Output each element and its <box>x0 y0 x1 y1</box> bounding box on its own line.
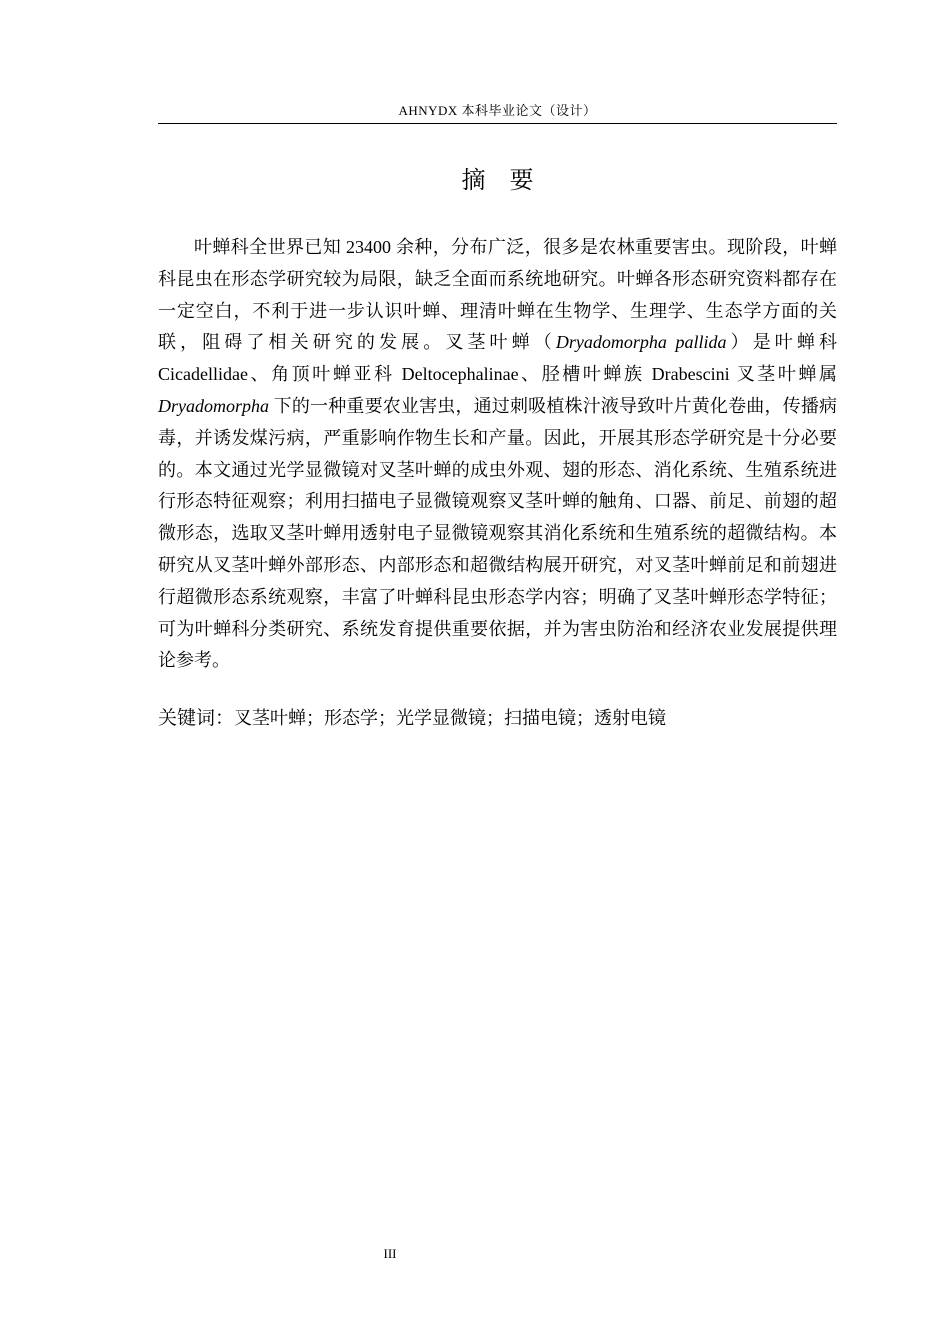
abstract-title: 摘 要 <box>461 166 534 194</box>
abstract-text: 叶蝉科全世界已知 23400 余种，分布广泛，很多是农林重要害虫。现阶段，叶蝉科昆虫在形态学研究较为局限，缺乏全面而系统地研究。叶蝉各形态研究资料都存在一定空白，不利于进一步认识叶蝉、理清叶蝉在生物学、生理学、生态学方面的关联，阻碍了相关研究的发展。叉茎叶蝉（ <box>158 237 837 353</box>
species-name: Dryadomorpha pallida <box>555 332 727 353</box>
keywords <box>158 703 837 733</box>
abstract-text: ）是叶蝉科 Cicadellidae、角顶叶蝉亚科 Deltocephalinae、胫槽叶蝉族 Drabescini 叉茎叶蝉属 <box>158 332 838 385</box>
abstract-text: 下的一种重要农业害虫，通过刺吸植株汁液导致叶片黄化卷曲，传播病毒，并诱发煤污病，严重影响作物生长和产量。因此，开展其形态学研究是十分必要的。本文通过光学显微镜对叉茎叶蝉的成虫外观、翅的形态、消化系统、生殖系统进行形态特征观察；利用扫描电子显微镜观察叉茎叶蝉的触角、口器、前足、前翅的超微形态，选取叉茎叶蝉用透射电子显微镜观察其消化系统和生殖系统的超微结构。本研究从叉茎叶蝉外部形态、内部形态和超微结构展开研究，对叉茎叶蝉前足和前翅进行超微形态系统观察，丰富了叶蝉科昆虫形态学内容；明确了叉茎叶蝉形态学特征；可为叶蝉科分类研究、系统发育提供重要依据，并为害虫防治和经济农业发展提供理论参考。 <box>158 395 837 671</box>
abstract-body <box>158 232 837 677</box>
running-header: AHNYDX 本科毕业论文（设计） <box>398 103 597 118</box>
header-rule <box>158 123 837 124</box>
keywords-value: 叉茎叶蝉；形态学；光学显微镜；扫描电镜；透射电镜 <box>234 708 667 728</box>
genus-name: Dryadomorpha <box>158 395 269 416</box>
keywords-label: 关键词： <box>158 707 235 729</box>
page-number: III <box>383 1246 397 1261</box>
